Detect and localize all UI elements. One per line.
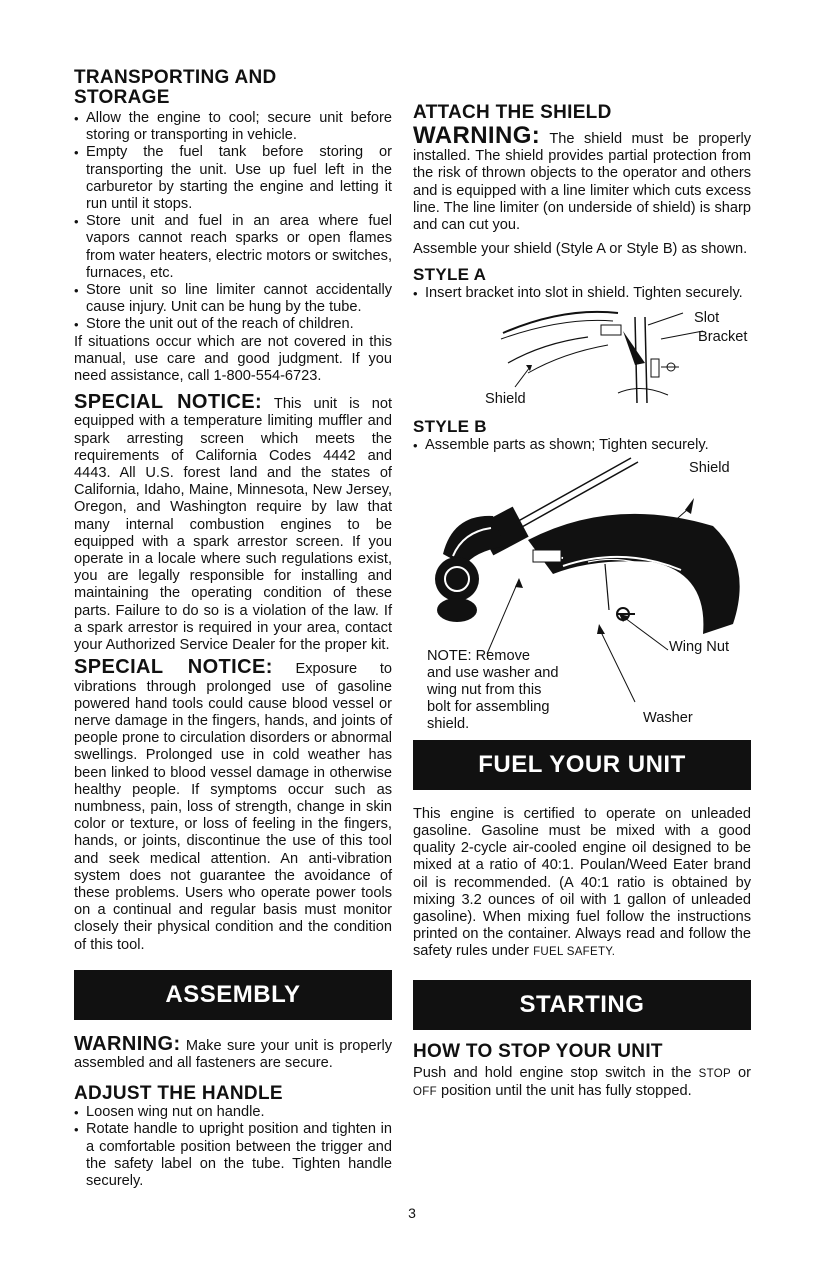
assembly-warning: WARNING: Make sure your unit is properly assembled and all fasteners are secure. <box>74 1032 392 1071</box>
page-number: 3 <box>408 1205 416 1221</box>
style-b-heading: STYLE B <box>413 416 487 436</box>
assembly-warning-lead: WARNING: <box>74 1032 181 1055</box>
fuel-text: This engine is certified to operate on unleaded gasoline. Gasoline must be mixed with a good quality 2-cycle air-cooled engine oil designed to be mixed at a ratio of 40:1. Poulan/Weed Eater brand oil is recommended. (A 40:1 ratio is obtained by mixing 3.2 ounces of oil with 1 gallon of unleaded gasoline). When mixing fuel follow the instructions printed on the container. Always read and follow the safety rules under FUEL SAFETY. <box>413 805 751 960</box>
shield-label-b: Shield <box>689 459 730 476</box>
shield-label-a: Shield <box>485 390 526 407</box>
list-item: • Store the unit out of the reach of children. <box>74 316 392 333</box>
attach-shield-heading: ATTACH THE SHIELD <box>413 102 612 123</box>
stop-unit-heading: HOW TO STOP YOUR UNIT <box>413 1040 663 1062</box>
style-b-figure <box>413 454 751 754</box>
note-text: NOTE: Remove and use washer and wing nut from this bolt for assembling shield. <box>427 647 559 732</box>
assemble-shield-text: Assemble your shield (Style A or Style B) as shown. <box>413 241 748 258</box>
fuel-banner: FUEL YOUR UNIT <box>413 740 751 790</box>
right-column <box>413 68 751 1101</box>
adjust-handle-bullets <box>74 1104 392 1190</box>
list-item: • Rotate handle to upright position and tighten in a comfortable position between the trigger and the safety label on the tube. Tighten handle securely. <box>74 1121 392 1190</box>
special-notice-1: SPECIAL NOTICE: This unit is not equipped with a temperature limiting muffler and spark arresting screen which meets the requirements of California Codes 4442 and 4443. All U.S. forest land and the states of California, Idaho, Maine, Minnesota, New Jersey, Oregon, and Washington require by law that many internal combustion engines to be equipped with a spark arrestor screen. If you operate in a locale where such regulations exist, you are legally responsible for installing and maintaining the operating condition of these parts. Failure to do so is a violation of the law. If a spark arrestor is required in your area, contact your Authorized Service Dealer for the proper kit. <box>74 391 393 654</box>
special-notice-1-lead: SPECIAL NOTICE: <box>74 391 263 414</box>
list-item: • Assemble parts as shown; Tighten securely. <box>413 437 751 454</box>
transport-bullets <box>74 110 392 334</box>
style-a-heading: STYLE A <box>413 265 487 285</box>
list-item: • Store unit and fuel in an area where fuel vapors cannot reach sparks or open flames from water heaters, electric motors or switches, furnaces, etc. <box>74 213 392 282</box>
style-a-bullets <box>413 285 751 302</box>
list-item: • Allow the engine to cool; secure unit before storing or transporting in vehicle. <box>74 110 392 144</box>
wing-nut-label: Wing Nut <box>669 638 730 655</box>
list-item: • Insert bracket into slot in shield. Tighten securely. <box>413 285 751 302</box>
assembly-banner: ASSEMBLY <box>74 970 392 1020</box>
transport-heading: TRANSPORTING AND STORAGE <box>74 67 277 108</box>
left-column <box>74 68 392 1190</box>
list-item: • Empty the fuel tank before storing or transporting the unit. Use up fuel left in the carburetor by starting the engine and letting it run until it stops. <box>74 144 392 213</box>
starting-banner: STARTING <box>413 980 751 1030</box>
style-b-bullets <box>413 437 751 454</box>
adjust-handle-heading: ADJUST THE HANDLE <box>74 1083 283 1105</box>
style-a-figure <box>413 303 751 413</box>
stop-unit-text: Push and hold engine stop switch in the STOP or OFF position until the unit has fully stopped. <box>413 1064 751 1099</box>
slot-label: Slot <box>694 309 720 326</box>
special-notice-2: SPECIAL NOTICE: Exposure to vibrations through prolonged use of gasoline powered hand tools could cause blood vessel or nerve damage in the fingers, hands, and joints of people prone to circulation disorders or abnormal swellings. Prolonged use in cold weather has been linked to blood vessel damage in otherwise healthy people. If symptoms occur such as numbness, pain, loss of strength, change in skin color or texture, or loss of feeling in the fingers, hands, or joints, discontinue the use of this tool and seek medical attention. An anti-vibration system does not guarantee the avoidance of these problems. Users who operate power tools on a continual and regular basis must monitor closely their physical condition and the condition of this tool. <box>74 656 392 953</box>
bracket-label: Bracket <box>698 328 748 345</box>
list-item: • Store unit so line limiter cannot accidentally cause injury. Unit can be hung by the tube. <box>74 282 392 316</box>
list-item: • Loosen wing nut on handle. <box>74 1104 392 1121</box>
shield-warning: WARNING: The shield must be properly installed. The shield provides partial protection from the risk of thrown objects to the operator and others and is equipped with a line limiter which cuts excess line. The line limiter (on underside of shield) is sharp and can cut you. <box>413 122 751 234</box>
transport-paragraph: If situations occur which are not covered in this manual, use care and good judgment. If you need assistance, call 1-800-554-6723. <box>74 333 392 385</box>
special-notice-2-lead: SPECIAL NOTICE: <box>74 656 273 679</box>
shield-warning-lead: WARNING: <box>413 122 541 149</box>
washer-label: Washer <box>643 709 693 726</box>
